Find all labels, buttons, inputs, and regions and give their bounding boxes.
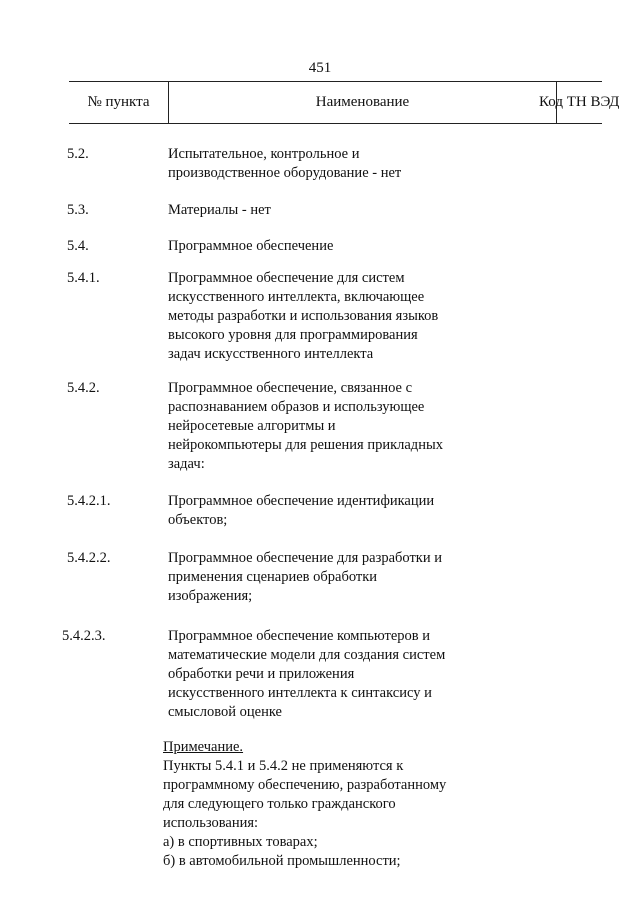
item-number: 5.4. (67, 238, 89, 254)
list-item (0, 627, 640, 727)
list-item (0, 379, 640, 492)
item-description (168, 237, 488, 256)
note (163, 738, 493, 871)
item-line: математические модели для создания систем (168, 647, 446, 663)
item-line: нейрокомпьютеры для решения прикладных (168, 437, 443, 453)
item-number: 5.4.2.1. (67, 493, 111, 509)
item-description (168, 379, 488, 474)
item-line: Программное обеспечение компьютеров и (168, 628, 430, 644)
item-line: высокого уровня для программирования (168, 327, 418, 343)
item-line: Программное обеспечение (168, 238, 334, 254)
note-line: Пункты 5.4.1 и 5.4.2 не применяются к (163, 758, 404, 774)
header-tnved-code (539, 82, 620, 123)
item-number: 5.4.1. (67, 270, 100, 286)
note-line: использования: (163, 815, 259, 831)
item-line: Испытательное, контрольное и (168, 146, 360, 162)
item-number: 5.4.2.3. (62, 628, 106, 644)
item-line: Программное обеспечение для разработки и (168, 550, 442, 566)
note-line: б) в автомобильной промышленности; (163, 853, 401, 869)
item-number: 5.2. (67, 146, 89, 162)
header-item-number: № пункта (87, 94, 150, 110)
item-line: изображения; (168, 588, 253, 604)
list-item (0, 145, 640, 201)
item-line: Материалы - нет (168, 202, 271, 218)
item-description (168, 269, 488, 364)
header-name: Наименование (168, 82, 557, 123)
list-item (0, 492, 640, 549)
item-number: 5.3. (67, 202, 89, 218)
item-line: распознаванием образов и использующее (168, 399, 425, 415)
item-description (168, 627, 488, 722)
item-line: обработки речи и приложения (168, 666, 355, 682)
note-line: программному обеспечению, разработанному (163, 777, 447, 793)
item-line: задач: (168, 456, 205, 472)
item-line: искусственного интеллекта, включающее (168, 289, 425, 305)
list-item (0, 269, 640, 379)
header-tnved-code-label: Код ТН ВЭД (539, 94, 620, 110)
item-line: нейросетевые алгоритмы и (168, 418, 336, 434)
item-line: задач искусственного интеллекта (168, 346, 374, 362)
item-line: применения сценариев обработки (168, 569, 378, 585)
item-description (168, 145, 488, 183)
item-line: Программное обеспечение идентификации (168, 493, 435, 509)
item-number: 5.4.2. (67, 380, 100, 396)
item-line: Программное обеспечение для систем (168, 270, 405, 286)
item-description (168, 549, 488, 606)
item-line: объектов; (168, 512, 228, 528)
item-description (168, 492, 488, 530)
item-line: производственное оборудование - нет (168, 165, 402, 181)
list-item (0, 549, 640, 627)
note-line: а) в спортивных товарах; (163, 834, 318, 850)
table-header (69, 81, 620, 124)
item-line: смысловой оценке (168, 704, 282, 720)
item-list (0, 145, 640, 727)
page-number: 451 (308, 60, 332, 76)
item-line: Программное обеспечение, связанное с (168, 380, 413, 396)
list-item (0, 201, 640, 237)
item-line: искусственного интеллекта к синтаксису и (168, 685, 432, 701)
item-line: методы разработки и использования языков (168, 308, 439, 324)
item-description (168, 201, 488, 220)
item-number: 5.4.2.2. (67, 550, 111, 566)
list-item (0, 237, 640, 269)
note-line: для следующего только гражданского (163, 796, 396, 812)
note-title: Примечание. (163, 739, 244, 755)
